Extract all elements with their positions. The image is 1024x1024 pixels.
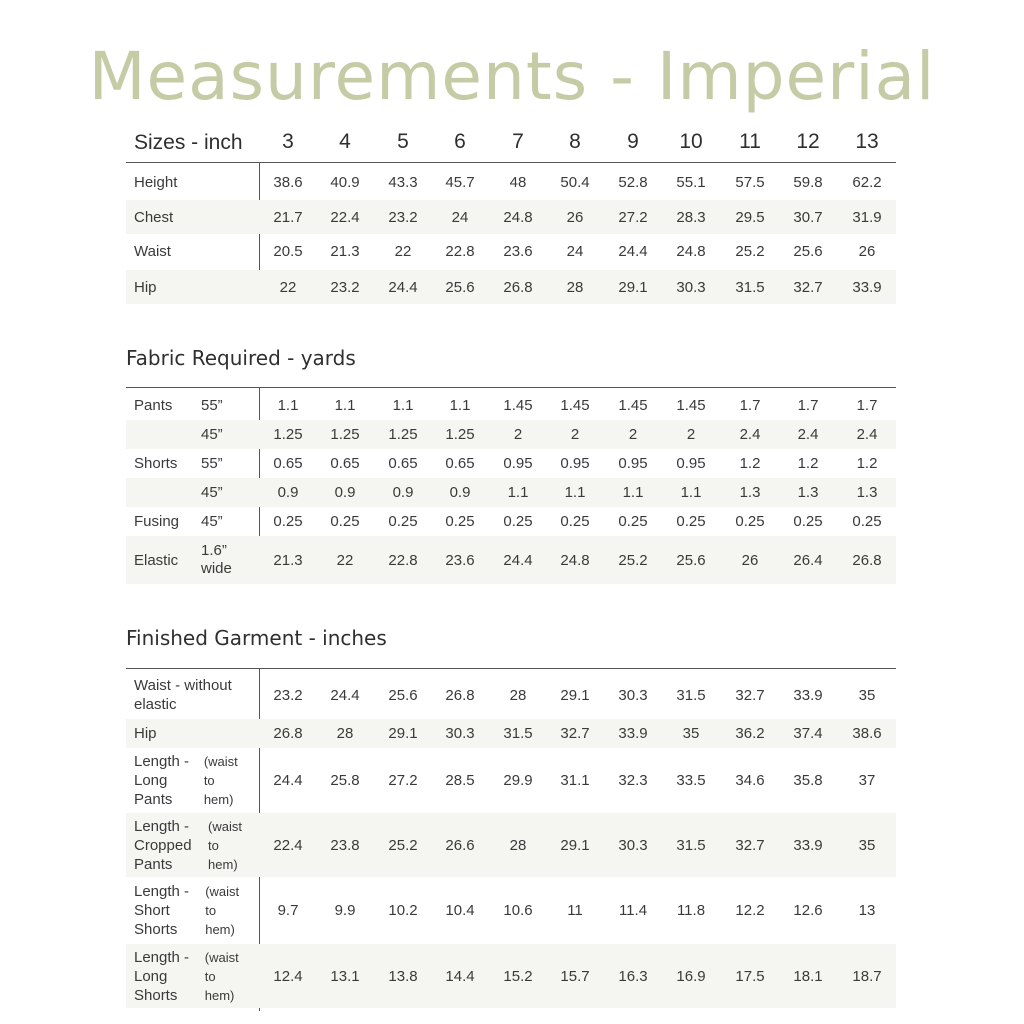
row-label-note: (waist to hem) xyxy=(208,818,242,872)
row-label: Height xyxy=(134,173,178,191)
size-header-cell: 11 xyxy=(739,130,761,153)
table-cell: 30.3 xyxy=(445,725,475,742)
table-cell: 25.6 xyxy=(676,551,706,569)
table-cell: 24.8 xyxy=(676,242,706,260)
fabric-width: 55” xyxy=(201,396,223,414)
table-cell: 11.8 xyxy=(676,901,706,919)
table-cell: 35 xyxy=(858,836,876,854)
table-cell: 38.6 xyxy=(852,725,882,742)
table-cell: 0.25 xyxy=(735,513,765,530)
table-cell: 32.7 xyxy=(560,725,590,742)
table-cell: 26 xyxy=(566,208,584,226)
table-cell: 29.1 xyxy=(388,725,418,742)
row-label-text: Length - Long Shorts xyxy=(134,948,190,1004)
table-cell: 25.8 xyxy=(330,771,360,789)
row-label: Elastic xyxy=(134,551,179,569)
row-label: Chest xyxy=(134,208,174,226)
table-row xyxy=(126,944,896,1008)
size-header-cell: 7 xyxy=(512,130,524,153)
size-header-cell: 8 xyxy=(569,130,581,153)
table-cell: 32.7 xyxy=(793,278,823,296)
table-cell: 50.4 xyxy=(560,173,590,191)
table-cell: 26.8 xyxy=(852,551,882,569)
table-cell: 2.4 xyxy=(797,426,819,443)
table-cell: 0.9 xyxy=(449,484,471,501)
table-cell: 1.1 xyxy=(680,484,702,501)
table-cell: 26 xyxy=(741,551,759,569)
table-cell: 1.1 xyxy=(334,397,356,414)
table-cell: 30.3 xyxy=(618,836,648,854)
table-cell: 28 xyxy=(566,278,584,296)
fabric-width: 45” xyxy=(201,425,223,443)
size-header-divider xyxy=(126,162,896,163)
table-cell: 24.4 xyxy=(273,771,303,789)
table-cell: 1.1 xyxy=(449,397,471,414)
fabric-heading: Fabric Required - yards xyxy=(126,346,356,370)
row-label-note: (waist to hem) xyxy=(203,753,238,807)
row-label-text: Length - Long Pants xyxy=(134,752,190,808)
table-cell: 45.7 xyxy=(445,173,475,191)
fabric-width: 1.6” wide xyxy=(201,542,232,577)
table-cell: 2 xyxy=(513,426,523,443)
table-cell: 13 xyxy=(858,901,876,919)
table-cell: 26.6 xyxy=(445,836,475,854)
table-cell: 34.6 xyxy=(735,771,765,789)
table-cell: 1.3 xyxy=(739,484,761,501)
table-cell: 0.95 xyxy=(676,455,706,472)
table-cell: 1.3 xyxy=(797,484,819,501)
table-cell: 33.9 xyxy=(852,278,882,296)
table-row xyxy=(126,200,896,234)
size-header-cell: 10 xyxy=(679,130,703,153)
table-cell: 48 xyxy=(509,173,527,191)
row-label: Pants xyxy=(134,397,173,414)
table-cell: 22 xyxy=(279,278,297,296)
table-cell: 24.4 xyxy=(330,686,360,704)
row-label: Fusing xyxy=(134,513,180,530)
table-cell: 1.45 xyxy=(560,397,590,414)
table-cell: 30.3 xyxy=(676,278,706,296)
table-cell: 31.5 xyxy=(735,278,765,296)
table-cell: 33.9 xyxy=(793,836,823,854)
table-cell: 35.8 xyxy=(793,771,823,789)
fabric-width: 45” xyxy=(201,512,223,530)
table-cell: 0.65 xyxy=(273,455,303,472)
table-cell: 26.8 xyxy=(273,725,303,742)
table-cell: 10.6 xyxy=(503,901,533,919)
table-cell: 0.25 xyxy=(560,513,590,530)
row-label-text: Hip xyxy=(134,725,157,742)
row-label-note: (waist to hem) xyxy=(204,949,239,1003)
table-cell: 27.2 xyxy=(388,771,418,789)
page-title: Measurements - Imperial xyxy=(88,38,936,115)
table-cell: 22 xyxy=(394,242,412,260)
table-cell: 2.4 xyxy=(739,426,761,443)
table-cell: 31.5 xyxy=(676,686,706,704)
row-label-note: (waist to hem) xyxy=(205,883,240,937)
fabric-width: 45” xyxy=(201,483,223,501)
table-cell: 0.65 xyxy=(330,455,360,472)
table-cell: 22 xyxy=(336,551,354,569)
table-row xyxy=(126,507,896,536)
table-cell: 15.7 xyxy=(560,967,590,985)
table-cell: 28.5 xyxy=(445,771,475,789)
table-cell: 24.4 xyxy=(503,551,533,569)
table-cell: 13.8 xyxy=(388,967,418,985)
table-cell: 0.25 xyxy=(618,513,648,530)
table-cell: 21.7 xyxy=(273,208,303,226)
table-cell: 1.25 xyxy=(273,426,303,443)
table-cell: 0.25 xyxy=(388,513,418,530)
table-cell: 0.9 xyxy=(334,484,356,501)
table-cell: 31.5 xyxy=(503,725,533,742)
table-cell: 2 xyxy=(686,426,696,443)
table-cell: 14.4 xyxy=(445,967,475,985)
table-cell: 40.9 xyxy=(330,173,360,191)
size-header-cell: 4 xyxy=(339,130,351,153)
table-cell: 1.1 xyxy=(622,484,644,501)
fabric-width: 55” xyxy=(201,454,223,472)
table-cell: 31.9 xyxy=(852,208,882,226)
table-cell: 18.1 xyxy=(793,967,823,985)
table-cell: 35 xyxy=(858,686,876,704)
table-cell: 12.2 xyxy=(735,901,765,919)
table-cell: 32.3 xyxy=(618,771,648,789)
table-cell: 0.95 xyxy=(560,455,590,472)
row-label: Shorts xyxy=(134,455,178,472)
table-cell: 0.25 xyxy=(273,513,303,530)
table-cell: 21.3 xyxy=(330,242,360,260)
table-cell: 24.4 xyxy=(388,278,418,296)
table-cell: 1.45 xyxy=(618,397,648,414)
table-cell: 23.6 xyxy=(503,242,533,260)
table-cell: 29.9 xyxy=(503,771,533,789)
table-cell: 22.8 xyxy=(388,551,418,569)
table-cell: 23.2 xyxy=(273,686,303,704)
table-row xyxy=(126,536,896,584)
table-cell: 12.4 xyxy=(273,967,303,985)
table-cell: 20.5 xyxy=(273,242,303,260)
table-cell: 31.5 xyxy=(676,836,706,854)
table-cell: 21.3 xyxy=(273,551,303,569)
table-cell: 1.1 xyxy=(564,484,586,501)
table-cell: 1.25 xyxy=(388,426,418,443)
table-cell: 22.4 xyxy=(273,836,303,854)
size-header-cell: 6 xyxy=(454,130,466,153)
table-cell: 29.1 xyxy=(560,836,590,854)
table-cell: 2.4 xyxy=(856,426,878,443)
size-header-cell: 12 xyxy=(796,130,820,153)
table-cell: 24 xyxy=(566,242,584,260)
table-cell: 10.2 xyxy=(388,901,418,919)
table-cell: 29.5 xyxy=(735,208,765,226)
table-cell: 10.4 xyxy=(445,901,475,919)
table-cell: 9.9 xyxy=(334,901,356,919)
row-label: Hip xyxy=(134,278,157,296)
table-cell: 26 xyxy=(858,242,876,260)
table-cell: 57.5 xyxy=(735,173,765,191)
table-cell: 1.2 xyxy=(739,455,761,472)
table-cell: 33.9 xyxy=(618,725,648,742)
table-cell: 17.5 xyxy=(735,967,765,985)
table-row xyxy=(126,672,896,718)
row-label xyxy=(134,944,246,1008)
table-row xyxy=(126,878,896,942)
row-label xyxy=(134,672,246,718)
table-cell: 1.7 xyxy=(739,397,761,414)
table-cell: 1.3 xyxy=(856,484,878,501)
table-cell: 25.6 xyxy=(388,686,418,704)
table-cell: 16.3 xyxy=(618,967,648,985)
table-cell: 25.6 xyxy=(445,278,475,296)
table-cell: 1.2 xyxy=(856,455,878,472)
table-cell: 27.2 xyxy=(618,208,648,226)
table-cell: 12.6 xyxy=(793,901,823,919)
table-cell: 0.25 xyxy=(445,513,475,530)
table-cell: 43.3 xyxy=(388,173,418,191)
table-cell: 16.9 xyxy=(676,967,706,985)
table-cell: 1.45 xyxy=(503,397,533,414)
size-header-cell: 13 xyxy=(855,130,879,153)
table-cell: 0.25 xyxy=(503,513,533,530)
table-cell: 24 xyxy=(451,208,469,226)
table-cell: 28 xyxy=(509,836,527,854)
table-cell: 59.8 xyxy=(793,173,823,191)
table-cell: 52.8 xyxy=(618,173,648,191)
table-cell: 22.8 xyxy=(445,242,475,260)
size-header-row xyxy=(126,124,896,160)
table-cell: 24.4 xyxy=(618,242,648,260)
table-cell: 1.1 xyxy=(277,397,299,414)
row-label-text: Length - Short Shorts xyxy=(134,882,190,938)
table-cell: 37.4 xyxy=(793,725,823,742)
table-row xyxy=(126,420,896,449)
table-row xyxy=(126,748,896,812)
table-cell: 25.2 xyxy=(735,242,765,260)
table-cell: 2 xyxy=(628,426,638,443)
table-cell: 1.25 xyxy=(330,426,360,443)
table-cell: 13.1 xyxy=(330,967,360,985)
table-cell: 30.7 xyxy=(793,208,823,226)
table-cell: 31.1 xyxy=(560,771,590,789)
table-cell: 25.2 xyxy=(618,551,648,569)
table-cell: 26.8 xyxy=(503,278,533,296)
size-header-cell: 5 xyxy=(397,130,409,153)
table-cell: 11 xyxy=(567,901,583,919)
table-cell: 30.3 xyxy=(618,686,648,704)
table-cell: 23.6 xyxy=(445,551,475,569)
table-cell: 28 xyxy=(509,686,527,704)
garment-divider xyxy=(126,668,896,669)
table-cell: 22.4 xyxy=(330,208,360,226)
table-row xyxy=(126,478,896,507)
row-label-text: Waist - without elastic xyxy=(134,677,232,713)
table-row xyxy=(126,449,896,478)
table-cell: 0.25 xyxy=(330,513,360,530)
table-cell: 0.9 xyxy=(277,484,299,501)
table-row xyxy=(126,270,896,304)
sizes-label: Sizes - inch xyxy=(134,130,243,154)
table-cell: 28.3 xyxy=(676,208,706,226)
table-cell: 29.1 xyxy=(560,686,590,704)
table-cell: 0.25 xyxy=(852,513,882,530)
table-cell: 2 xyxy=(570,426,580,443)
table-cell: 62.2 xyxy=(852,173,882,191)
table-cell: 28 xyxy=(336,725,354,742)
table-cell: 24.8 xyxy=(503,208,533,226)
row-label-text: Length - Cropped Pants xyxy=(134,817,192,873)
row-label xyxy=(134,719,246,748)
fabric-divider xyxy=(126,387,896,388)
size-header-cell: 9 xyxy=(627,130,639,153)
table-row xyxy=(126,234,896,268)
table-cell: 33.5 xyxy=(676,771,706,789)
row-label xyxy=(134,813,246,877)
table-cell: 24.8 xyxy=(560,551,590,569)
table-cell: 0.65 xyxy=(445,455,475,472)
table-cell: 0.25 xyxy=(793,513,823,530)
table-cell: 33.9 xyxy=(793,686,823,704)
table-cell: 9.7 xyxy=(277,901,299,919)
row-label: Waist xyxy=(134,242,171,260)
table-cell: 55.1 xyxy=(676,173,706,191)
table-cell: 23.2 xyxy=(330,278,360,296)
row-label xyxy=(134,878,246,942)
table-cell: 0.9 xyxy=(392,484,414,501)
garment-heading: Finished Garment - inches xyxy=(126,626,387,650)
table-cell: 35 xyxy=(682,725,700,742)
table-row xyxy=(126,165,896,199)
table-cell: 1.1 xyxy=(507,484,529,501)
table-cell: 29.1 xyxy=(618,278,648,296)
table-cell: 37 xyxy=(858,771,876,789)
table-row xyxy=(126,719,896,748)
table-cell: 23.8 xyxy=(330,836,360,854)
table-cell: 32.7 xyxy=(735,686,765,704)
table-cell: 18.7 xyxy=(852,967,882,985)
table-cell: 0.25 xyxy=(676,513,706,530)
table-cell: 1.2 xyxy=(797,455,819,472)
table-cell: 25.6 xyxy=(793,242,823,260)
table-cell: 1.25 xyxy=(445,426,475,443)
table-cell: 15.2 xyxy=(503,967,533,985)
table-cell: 23.2 xyxy=(388,208,418,226)
table-cell: 26.4 xyxy=(793,551,823,569)
table-cell: 1.1 xyxy=(392,397,414,414)
table-cell: 1.45 xyxy=(676,397,706,414)
size-header-cell: 3 xyxy=(282,130,294,153)
row-label xyxy=(134,748,246,812)
table-cell: 1.7 xyxy=(856,397,878,414)
table-cell: 0.95 xyxy=(618,455,648,472)
table-cell: 25.2 xyxy=(388,836,418,854)
table-cell: 26.8 xyxy=(445,686,475,704)
table-cell: 38.6 xyxy=(273,173,303,191)
table-cell: 1.7 xyxy=(797,397,819,414)
table-cell: 0.65 xyxy=(388,455,418,472)
table-cell: 11.4 xyxy=(618,901,648,919)
table-row xyxy=(126,813,896,877)
table-row xyxy=(126,391,896,420)
table-cell: 32.7 xyxy=(735,836,765,854)
table-cell: 0.95 xyxy=(503,455,533,472)
table-cell: 36.2 xyxy=(735,725,765,742)
